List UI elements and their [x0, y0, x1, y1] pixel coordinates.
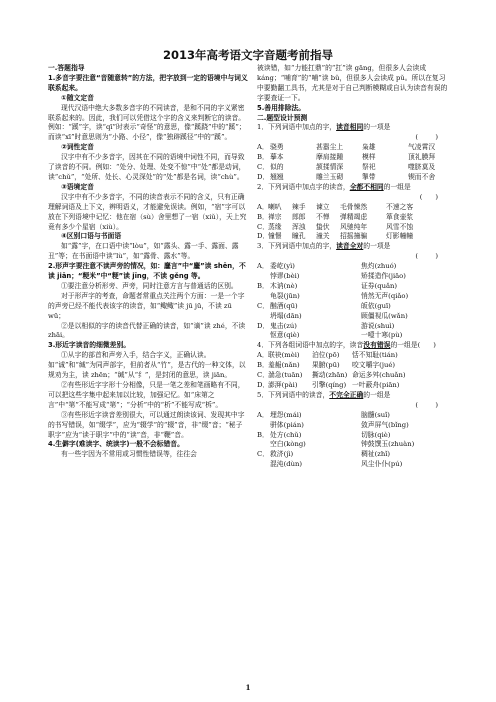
question-2-emphasis: 全都不相同 — [349, 182, 384, 191]
option-word: 酗酒(qū) — [270, 301, 298, 310]
option-word: 招摇撞骗 — [340, 232, 368, 241]
option-word: 禅宗 — [268, 212, 282, 221]
option-letter: B． — [257, 153, 269, 162]
left-column — [48, 64, 248, 460]
option-letter: A． — [257, 202, 269, 211]
option-word: 龟裂(jūn) — [270, 291, 300, 300]
question-1-tail: 的一项是 — [363, 123, 391, 132]
option-letter: A． — [257, 143, 269, 152]
option-letter: D． — [257, 232, 270, 241]
option-row — [257, 302, 452, 312]
point-1-text-a: 现代汉语中绝大多数多音字的不同读音，是和不同的字义紧密联系起来的。因此，我们可以凭借这个字的含义来判断它的读音。例如：“蹊”字，读“qī”时表示“奇怪”的意思，像“蹊跷”中的“蹊”；而读“xī”时意思则为“小路、小径”，像“独辟蹊径”中的“蹊”。 — [48, 103, 246, 142]
point-1-sub-3: ③语境定音 — [61, 182, 94, 191]
option-word: 证券(quǎn) — [361, 281, 398, 290]
section-heading-questions: 二.题型设计预测 — [257, 113, 308, 122]
option-row — [257, 411, 452, 421]
option-letter: B． — [257, 212, 269, 221]
option-word: 羞赧(nǎn) — [268, 361, 300, 370]
option-row — [257, 262, 452, 272]
option-row — [257, 431, 452, 441]
option-word: 埋怨(mái) — [270, 410, 302, 419]
option-row — [257, 223, 452, 233]
option-letter — [257, 331, 270, 341]
point-3-text-a: ①从字的部首和声旁入手，结合字义，正确认读。如“诚”和“缄”为同声部字，但前者从“竹”，是古代的一种文体，以规劝为主，读 zhēn；“缄”从“纟”，是封闭的意思，读 jiān。 — [48, 351, 246, 380]
question-1-emphasis: 读音相同 — [336, 123, 364, 132]
option-word: 噬脐莫及 — [408, 163, 436, 172]
question-5-options — [257, 411, 452, 470]
option-row — [257, 312, 452, 322]
option-word: 皈依(guī) — [361, 301, 391, 310]
option-letter: D． — [257, 321, 270, 330]
option-letter — [257, 421, 270, 431]
option-letter: D． — [257, 172, 270, 181]
option-letter: D． — [257, 381, 270, 389]
page-number: 1 — [245, 683, 251, 692]
option-word: 焦灼(zhuó) — [361, 262, 397, 271]
option-word: 毛骨悚然 — [340, 202, 368, 211]
option-row — [257, 322, 452, 332]
option-letter: A． — [257, 410, 269, 419]
question-4-emphasis: 没有错误 — [363, 341, 391, 350]
option-word: 风雪不蚀 — [386, 222, 414, 231]
point-5-title: 5.善用排除法。 — [257, 103, 306, 112]
question-3-answer-paren: ( ) — [415, 252, 438, 261]
option-letter: A． — [257, 262, 269, 271]
option-word: 一噎十寒(pù) — [361, 331, 403, 340]
option-word: 蒸缘 — [268, 222, 282, 231]
question-1-stem — [257, 123, 452, 133]
option-word: 悄然无声(qiǎo) — [361, 291, 409, 300]
option-word: 谏立 — [316, 202, 330, 211]
question-5-stem — [257, 391, 452, 401]
option-word: 撕动(zhān) — [312, 371, 348, 380]
option-word: 气凌霄汉 — [408, 143, 436, 152]
option-word: 骈体(pián) — [270, 420, 304, 429]
option-word: 掣带 — [362, 172, 376, 181]
point-3-text-c: ③有些形近字读音差别很大，可以通过朗读该词、发现其中字的书写错误，如“缀学”，应为“辍学”的“辍”音，非“缀”音；“秘子职字”应为“读于职字”中的“读”音，非“鞭”音。 — [48, 410, 245, 439]
question-4-options — [257, 351, 452, 391]
option-word: 空白(kòng) — [270, 440, 306, 449]
question-2-stem — [257, 183, 452, 193]
question-5-answer-paren: ( ) — [415, 400, 438, 409]
option-row — [257, 381, 452, 391]
option-row — [257, 351, 452, 361]
question-4-text: 4．下列各组词语中加点的字，读音 — [257, 341, 364, 350]
option-letter — [257, 312, 270, 322]
option-word: 憧憬 — [268, 232, 282, 241]
option-word: 鬼击(zú) — [270, 321, 297, 330]
option-word: 矫揉造作(jiāo) — [361, 272, 406, 281]
option-letter: C． — [257, 222, 269, 231]
point-2-text-a: ①要注意分析形旁、声旁，同时注意方言与普通话的区别。 — [61, 281, 238, 290]
question-2-options — [257, 203, 452, 243]
option-row — [257, 460, 452, 470]
option-word: 灯影幢幢 — [386, 232, 414, 241]
option-word: 稠祉(zhǐ) — [361, 450, 391, 459]
option-word: 不速之客 — [386, 202, 414, 211]
point-2-text-b: 对于形声字的考查，命题者常重点关注两个方面：一是一个字的声旁已经不能代表该字的读音，如“鲰鲰”读 jū jū，不读 zū wū； — [48, 291, 245, 320]
option-word: 似的 — [270, 163, 284, 172]
option-letter — [257, 272, 270, 282]
option-word: 恬不知耻(tián) — [352, 351, 398, 360]
option-letter: A． — [257, 351, 269, 360]
option-row — [257, 421, 452, 431]
question-2-tail: 的一组是 — [383, 182, 411, 191]
option-word: 怄意(qiè) — [270, 331, 300, 340]
option-row — [257, 440, 452, 450]
option-word: 甚嚣尘上 — [316, 143, 344, 152]
option-row — [257, 203, 452, 213]
point-1-text-c: 汉字中有不少多音字，不同的读音表示不同的含义，只有正确理解词语及上下文，辨明语义，才能避免误读。例如，“宿”字可以放在下列语境中记忆：他在宿（sù）舍里想了一宿（xiǔ），天上究竟有多少个星宿（xiù）。 — [48, 192, 247, 231]
option-letter: C． — [257, 450, 269, 459]
point-1-sub-1: ①随文定音 — [61, 93, 94, 102]
option-word: 救济(jì) — [270, 450, 294, 459]
point-1-sub-4: ④区别口语与书面语 — [61, 232, 122, 241]
option-word: 辣手 — [292, 202, 306, 211]
option-letter: B． — [257, 361, 269, 370]
option-word: 混沌(dùn) — [270, 460, 303, 469]
option-word: 颔揉情深 — [316, 163, 344, 172]
option-word: 摩肩接踵 — [316, 153, 344, 162]
point-1-text-b: 汉字中有不少多音字，因其在不同的语境中词性不同，而导致了读音的不同。例如：“处分、处理、处变不惊”中“处”都是动词，读“chǔ”，“处所、处长、心灵深处”的“处”都是名词，读“chù”。 — [48, 153, 246, 181]
option-word: 澎湃(pài) — [268, 381, 298, 389]
option-letter: B． — [257, 281, 269, 290]
option-letter: C． — [257, 163, 269, 172]
option-word: 坍塌(dān) — [270, 311, 302, 320]
option-letter: B． — [257, 430, 269, 439]
option-word: 箪食壶浆 — [386, 212, 414, 221]
question-3-stem — [257, 242, 452, 252]
option-word: 钟鼓馔玉(zhuàn) — [361, 440, 415, 449]
option-word: 蛰伏 — [316, 222, 330, 231]
option-word: 翘翘 — [270, 172, 284, 181]
option-word: 委屹(yì) — [270, 262, 295, 271]
point-3-text-b: ②有些形近字字形十分相像，只是一笔之差和笔画略有不同，可以把这些字集中起来加以比较，加强记忆。如“床第之言”中“第”不能写成“第”；“分析”中的“析”不能写成“柝”。 — [48, 381, 245, 409]
question-5-emphasis: 不完全正确 — [329, 390, 364, 399]
question-4-answer-paren: ( ) — [417, 341, 436, 350]
question-1-options — [257, 143, 452, 183]
option-row — [257, 213, 452, 223]
question-1-text: 1．下列词语中加点的字， — [257, 123, 337, 132]
option-row — [257, 272, 452, 282]
option-word: 模样 — [362, 153, 376, 162]
option-row — [257, 371, 452, 381]
option-word: 泊位(pō) — [312, 351, 340, 360]
option-letter: C． — [257, 371, 269, 380]
question-3-text: 3．下列词语中加点的字， — [257, 242, 337, 251]
option-letter — [257, 460, 270, 470]
option-word: 风尘仆仆(pú) — [361, 460, 403, 469]
option-word: 游说(shuì) — [361, 321, 395, 330]
question-2-answer-paren: ( ) — [419, 192, 438, 201]
option-word: 果腑(pū) — [312, 361, 340, 370]
option-word: 联袂(mèi) — [268, 351, 300, 360]
point-4-title: 4.生僻字(难读字、统读字)一般不会标错音。 — [48, 440, 184, 449]
option-word: 敛声屏气(bǐng) — [361, 420, 409, 429]
option-word: 木讷(nè) — [270, 281, 298, 290]
question-4-stem — [257, 341, 452, 351]
option-word: 脑髓(suǐ) — [361, 410, 390, 419]
question-3-options — [257, 262, 452, 341]
point-2-text-c: ②是以相似的字的读音代替正确的读音，如“谪”读 zhé，不读 zhāi。 — [48, 321, 246, 340]
option-row — [257, 282, 452, 292]
question-3-emphasis: 读音全对 — [336, 242, 364, 251]
option-letter — [257, 440, 270, 450]
option-word: 处方(chǔ) — [270, 430, 302, 439]
question-5-tail: 的一组是 — [363, 390, 391, 399]
continuation-text: 被读错，如“力能扛鼎”的“扛”读 gāng，但很多人会读成 káng；“哺育”的“哺”读 bǔ，但很多人会读成 pǔ。所以在复习中要勤翻工具书，尤其是对于自己判断模糊或自认为读音有误的字要查证一下。 — [257, 64, 448, 102]
option-word: 弹精竭虑 — [340, 212, 368, 221]
option-word: 浑浊 — [292, 222, 306, 231]
point-1-sub-2: ②词性定音 — [61, 143, 94, 152]
option-word: 郎郎 — [292, 212, 306, 221]
option-word: 引擎(qíng) — [312, 381, 347, 389]
option-word: 湍急(tuān) — [268, 371, 303, 380]
option-row — [257, 143, 452, 153]
point-4-text-a: 有一些字因为不常用或习惯性错误等，往往会 — [61, 450, 197, 459]
option-word: 锲而不舍 — [408, 172, 436, 181]
option-word: 一叶蔽舟(piān) — [352, 381, 400, 389]
option-word: 喇叭 — [268, 202, 282, 211]
option-word: 悖谬(bèi) — [270, 272, 300, 281]
question-5-text: 5．下列词语中的读音， — [257, 390, 330, 399]
option-word: 不惮 — [316, 212, 330, 221]
point-3-title: 3.形近字读音的细微差别。 — [48, 341, 131, 350]
option-word: 骁勇 — [270, 143, 284, 152]
option-word: 摹本 — [270, 153, 284, 162]
option-row — [257, 232, 452, 242]
option-word: 瞳孔 — [292, 232, 306, 241]
option-row — [257, 163, 452, 173]
option-word: 顾僵视瓜(wǎn) — [361, 311, 408, 320]
page-title: 2013年高考语文字音题考前指导 — [162, 48, 333, 62]
option-word: 枭雄 — [362, 143, 376, 152]
option-letter: C． — [257, 301, 269, 310]
option-word: 雕兰玉砌 — [316, 172, 344, 181]
option-word: 风驰纯年 — [340, 222, 368, 231]
point-1-title: 1.多音字要注意“音随意转”的方法，把字放到一定的语境中与词义联系起来。 — [48, 73, 248, 92]
option-letter — [257, 292, 270, 302]
option-row — [257, 450, 452, 460]
right-column — [257, 64, 452, 470]
option-row — [257, 173, 452, 183]
question-4-tail: 的一组是 — [390, 341, 418, 350]
option-word: 切脉(qiè) — [361, 430, 391, 439]
option-word: 祭祀 — [362, 163, 376, 172]
option-word: 咬文嚼字(jué) — [352, 361, 395, 370]
option-row — [257, 292, 452, 302]
option-word: 命运多舛(chuǎn) — [352, 371, 406, 380]
option-row — [257, 153, 452, 163]
option-row — [257, 361, 452, 371]
option-word: 潼关 — [316, 232, 330, 241]
section-heading-guidance: 一.答题指导 — [48, 64, 85, 72]
question-2-text: 2．下列词语中加点字的读音， — [257, 182, 350, 191]
question-1-answer-paren: ( ) — [415, 133, 438, 142]
question-3-tail: 的一项是 — [363, 242, 391, 251]
option-word: 顶礼膜拜 — [408, 153, 436, 162]
point-2-title: 2.形声字要注意不读声旁的情况，如：鏖言”中“鏖”读 shēn，不读 jiān；“粳米”中“粳”读 jīng，不读 gěng 等。 — [48, 262, 246, 281]
point-1-text-d: 如“露”字，在口语中读“lòu”，如“露头、露一手、露面、露丑”等；在书面语中读“lù”，如“露骨、露水”等。 — [48, 242, 239, 261]
option-row — [257, 331, 452, 341]
